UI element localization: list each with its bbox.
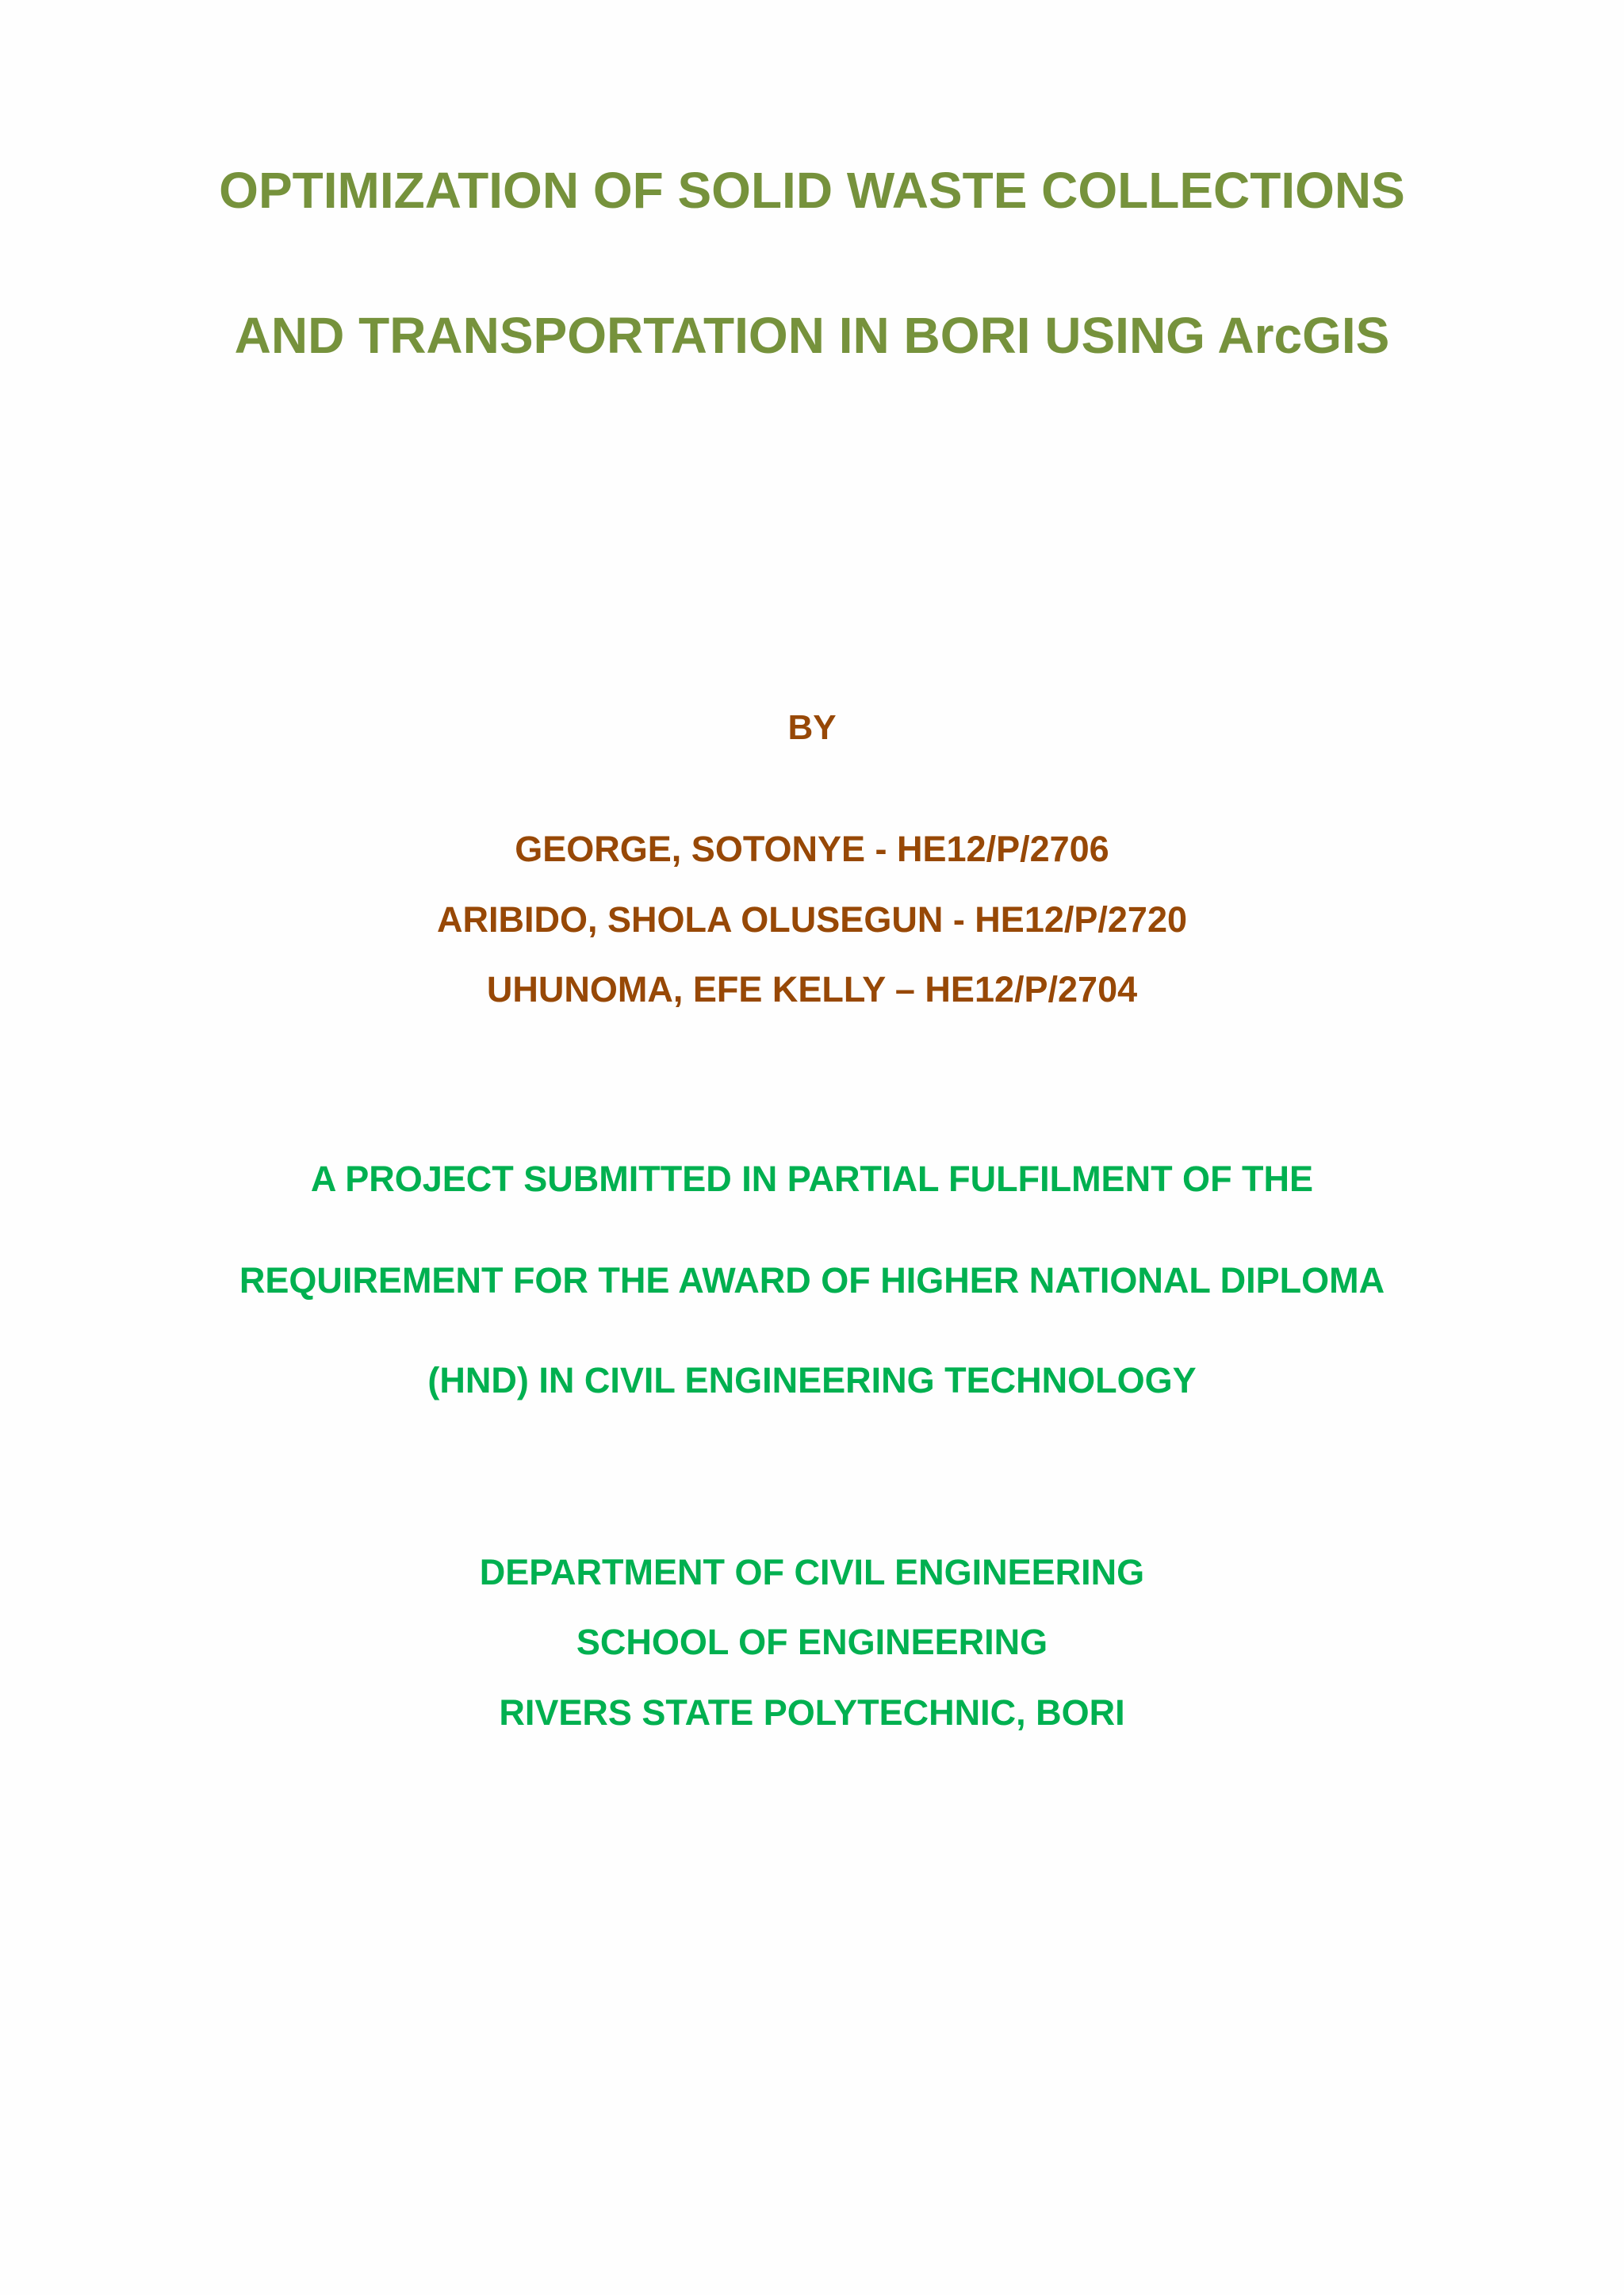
author-line-2: ARIBIDO, SHOLA OLUSEGUN - HE12/P/2720 [436, 899, 1188, 940]
school-line: SCHOOL OF ENGINEERING [576, 1622, 1048, 1662]
department-line: DEPARTMENT OF CIVIL ENGINEERING [479, 1552, 1145, 1592]
submission-statement-line-2: REQUIREMENT FOR THE AWARD OF HIGHER NATIONAL DIPLOMA [239, 1260, 1385, 1301]
submission-statement-line-3: (HND) IN CIVIL ENGINEERING TECHNOLOGY [427, 1360, 1197, 1400]
title-line-1: OPTIMIZATION OF SOLID WASTE COLLECTIONS [219, 162, 1405, 219]
institution-line: RIVERS STATE POLYTECHNIC, BORI [499, 1692, 1125, 1733]
author-line-1: GEORGE, SOTONYE - HE12/P/2706 [515, 829, 1109, 869]
submission-statement-line-1: A PROJECT SUBMITTED IN PARTIAL FULFILMENT OF THE [310, 1159, 1314, 1199]
author-line-3: UHUNOMA, EFE KELLY – HE12/P/2704 [486, 969, 1138, 1010]
by-label: BY [787, 708, 837, 747]
title-line-2: AND TRANSPORTATION IN BORI USING ArcGIS [234, 307, 1390, 364]
